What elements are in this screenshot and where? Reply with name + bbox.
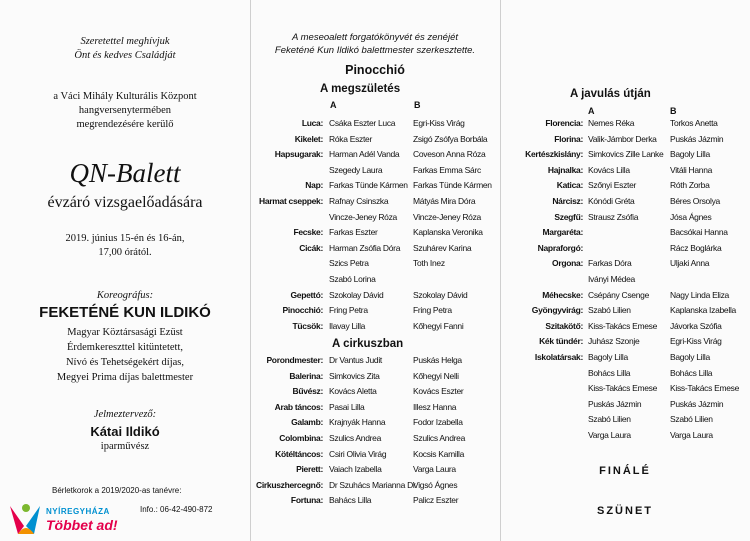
cast-b: Zsigó Zsófya Borbála [413,133,488,144]
invite-line: Szeretettel meghívjuk [80,36,170,47]
intermission-label: SZÜNET [597,505,653,517]
role-name: Hajnalka: [547,164,583,175]
cast-b: Egri-Kiss Virág [413,118,465,128]
table-row [250,417,500,431]
cast-a: Kiss-Takács Emese [588,320,658,331]
cast-a: Puskás Jázmin [588,398,642,409]
cast-a: Iványi Médea [588,274,635,284]
role-name: Pinocchió: [282,305,323,316]
role-name: Kötéltáncos: [275,448,323,459]
cast-a: Szőnyi Eszter [588,180,637,191]
cast-a: Csiri Olivia Virág [329,448,387,459]
cast-a: Kiss-Takács Emese [588,383,658,394]
role-name: Cirkuszhercegnő: [256,479,323,490]
cast-b: Puskás Jázmin [670,398,724,409]
role-name: Galamb: [291,417,323,428]
cast-b: Varga Laura [413,464,456,475]
footer-line: Bérletkorok a 2019/2020-as tanévre: [52,486,182,495]
cast-a: Csáka Eszter Luca [329,118,396,128]
table-row [500,290,750,304]
finale-label: FINÁLÉ [599,465,651,477]
cast-a: Csépány Csenge [588,289,650,300]
cast-a: Bahács Lilla [329,495,372,506]
table-row [500,212,750,226]
table-row [500,180,750,194]
table-row [500,134,750,148]
cast-b: Kovács Eszter [413,386,464,397]
role-name: Orgona: [552,258,583,269]
cast-b: Palicz Eszter [413,495,459,506]
table-row [500,430,750,444]
cast-b: Uljaki Anna [670,258,710,269]
cast-b: Coveson Anna Róza [413,149,486,160]
table-row [250,118,500,132]
table-row [250,495,500,509]
table-row [500,305,750,319]
table-row [250,258,500,272]
cast-a: Juhász Szonje [588,336,640,347]
date-line: 17,00 órától. [98,247,152,258]
footer-line: Info.: 06-42-490-872 [140,505,213,514]
costume-designer-label: Jelmeztervező: [93,409,157,420]
role-name: Napraforgó: [537,242,583,253]
table-row [500,149,750,163]
role-name: Fortuna: [290,495,323,506]
cast-b: Kőhegyi Nelli [413,370,459,381]
cast-a: Fring Petra [329,305,368,316]
table-row [250,212,500,226]
table-row [500,399,750,413]
cast-b: Toth Inez [413,258,445,269]
host-line: megrendezésére kerülő [76,119,174,130]
column-a-label: A [588,106,595,116]
cast-a: Farkas Eszter [329,227,378,238]
cast-b: Jávorka Szófia [670,320,722,331]
role-name: Tücsök: [292,320,323,331]
cast-a: Simkovics Zita [329,370,380,381]
cast-b: Mátyás Mira Dóra [413,196,476,206]
cast-b: Szabó Lilien [670,414,713,425]
role-name: Colombina: [279,433,323,443]
table-row [250,480,500,494]
choreographer-name: FEKETÉNÉ KUN ILDIKÓ [39,304,211,321]
cast-b: Vigsó Ágnes [413,479,458,490]
award-line: Megyei Prima díjas balettmester [56,372,194,383]
cast-a: Bagoly Lilla [588,352,628,362]
table-row [500,165,750,179]
cast-a: Farkas Dóra [588,258,632,269]
role-name: Bűvész: [292,386,323,397]
role-name: Nárcisz: [552,196,583,206]
award-line: Érdemkereszttel kitüntetett, [66,342,184,353]
cast-b: Jósa Ágnes [670,211,712,222]
role-name: Fecske: [293,227,323,238]
cast-b: Kiss-Takács Emese [670,383,740,394]
role-name: Porondmester: [266,355,323,365]
cast-b: Bacsókai Hanna [670,227,728,238]
table-row [250,433,500,447]
cast-a: Dr Vantus Judit [329,355,382,365]
table-row [250,290,500,304]
cast-b: Szokolay Dávid [413,289,468,300]
role-name: Szitakötő: [545,320,583,331]
role-name: Hapsugarak: [274,149,323,160]
role-name: Méhecske: [542,289,583,300]
table-row [500,196,750,210]
column-b-label: B [414,100,421,110]
table-row [500,414,750,428]
cast-b: Fring Petra [413,305,452,316]
section-heading: A cirkuszban [332,338,404,350]
cast-a: Szegedy Laura [329,164,383,175]
cast-b: Puskás Helga [413,355,462,365]
intro-line: A meseoalett forgatókönyvét és zenéjét [292,32,458,43]
city-logo [6,500,136,540]
table-row [250,274,500,288]
cast-b: Rácz Boglárka [670,242,722,253]
cast-b: Nagy Linda Eliza [670,289,729,300]
cast-b: Varga Laura [670,430,713,440]
cast-a: Nemes Réka [588,118,635,128]
costume-designer-name: Kátai Ildikó [90,424,160,439]
column-b-label: B [670,106,677,116]
cast-a: Ilavay Lilla [329,320,366,331]
cast-a: Bohács Lilla [588,367,631,378]
logo-slogan: Többet ad! [46,517,118,533]
date-line: 2019. június 15-én és 16-án, [65,233,185,244]
table-row [250,355,500,369]
logo-emblem-icon [6,500,46,538]
table-row [250,227,500,241]
cast-a: Szokolay Dávid [329,289,384,300]
cast-b: Bagoly Lilla [670,352,710,362]
table-row [250,165,500,179]
cast-b: Farkas Tünde Kármen [413,180,492,191]
cast-b: Vitáli Hanna [670,164,713,175]
cast-a: Szabó Lilien [588,305,631,316]
cast-a: Simkovics Zille Lanke [588,149,664,160]
cast-b: Farkas Emma Sárc [413,164,481,175]
role-name: Florina: [554,133,583,144]
table-row [250,180,500,194]
role-name: Florencia: [545,118,583,128]
cast-b: Béres Orsolya [670,196,720,206]
cast-a: Kovács Lilla [588,164,630,175]
cast-a: Szabó Lorina [329,274,376,284]
table-row [500,321,750,335]
cast-a: Rafnay Csinszka [329,196,389,206]
cast-b: Puskás Jázmin [670,133,724,144]
cast-a: Pasai Lilla [329,401,365,412]
table-row [500,118,750,132]
cast-a: Vaiach Izabella [329,464,382,475]
cast-b: Kaplanska Izabella [670,305,736,316]
role-name: Iskolatársak: [534,352,583,362]
host-line: hangversenytermében [78,105,172,116]
role-name: Kertészkislány: [525,149,583,160]
cast-a: Kovács Aletta [329,386,377,397]
cast-b: Vincze-Jeney Róza [413,211,481,222]
cast-a: Szics Petra [329,258,369,269]
role-name: Arab táncos: [274,401,323,412]
cast-a: Szabó Lilien [588,414,631,425]
cast-a: Krajnyák Hanna [329,417,386,428]
role-name: Balerina: [289,370,323,381]
cast-b: Bohács Lilla [670,367,713,378]
role-name: Nap: [305,180,323,191]
table-row [250,305,500,319]
role-name: Harmat cseppek: [258,196,323,206]
cast-a: Dr Szuhács Marianna Dr. [329,479,418,490]
cast-a: Farkas Tünde Kármen [329,180,408,191]
table-row [250,449,500,463]
table-row [250,134,500,148]
role-name: Kék tündér: [539,336,583,347]
cast-b: Fodor Izabella [413,417,463,428]
costume-designer-role: iparművész [100,441,150,452]
cast-b: Szulics Andrea [413,433,466,443]
table-row [250,321,500,335]
cast-b: Bagoly Lilla [670,149,710,160]
cast-b: Szuhárev Karina [413,242,472,253]
host-line: a Váci Mihály Kulturális Központ [53,91,197,102]
invite-line: Önt és kedves Családját [74,50,176,61]
cast-b: Egri-Kiss Virág [670,336,722,347]
intro-line: Feketéné Kun Ildikó balettmester szerkesztette. [274,45,476,56]
table-row [250,386,500,400]
cast-a: Harman Adél Vanda [329,149,400,160]
brand-title: QN-Balett [69,158,181,188]
cast-a: Valik-Jámbor Derka [588,133,657,144]
cast-a: Strausz Zsófia [588,211,639,222]
section-heading: A javulás útján [570,88,651,100]
cast-a: Kónódi Gréta [588,196,635,206]
cast-a: Szulics Andrea [329,433,382,443]
cast-b: Kőhegyi Fanni [413,320,464,331]
table-row [500,368,750,382]
table-row [250,371,500,385]
role-name: Szegfű: [554,211,583,222]
table-row [250,402,500,416]
table-row [500,336,750,350]
event-title: évzáró vizsgaelőadására [47,194,203,211]
choreographer-label: Koreográfus: [96,290,154,301]
ballet-title: Pinocchió [345,63,405,77]
table-row [250,149,500,163]
table-row [500,243,750,257]
role-name: Katica: [556,180,583,191]
table-row [500,227,750,241]
table-row [250,464,500,478]
column-a-label: A [330,100,337,110]
cast-a: Vincze-Jeney Róza [329,211,397,222]
section-heading: A megszületés [320,83,401,95]
table-row [500,352,750,366]
table-row [500,383,750,397]
cast-a: Varga Laura [588,430,631,440]
cast-b: Róth Zorba [670,180,710,191]
cast-b: Kocsis Kamilla [413,448,465,459]
logo-city: NYÍREGYHÁZA [46,507,110,516]
role-name: Pierett: [296,464,323,475]
table-row [500,258,750,272]
role-name: Gepettó: [290,289,323,300]
cast-b: Illesz Hanna [413,401,457,412]
role-name: Cicák: [299,242,323,253]
role-name: Luca: [301,118,323,128]
role-name: Margaréta: [542,227,583,238]
cast-a: Róka Eszter [329,133,372,144]
role-name: Gyöngyvirág: [531,305,583,316]
award-line: Magyar Köztársasági Ezüst [67,327,183,338]
table-row [500,274,750,288]
table-row [250,243,500,257]
table-row [250,196,500,210]
cast-b: Torkos Anetta [670,118,718,128]
award-line: Nívó és Tehetségekért díjas, [65,357,185,368]
cast-b: Kaplanska Veronika [413,227,483,238]
role-name: Kikelet: [294,133,323,144]
cast-a: Harman Zsófia Dóra [329,242,401,253]
